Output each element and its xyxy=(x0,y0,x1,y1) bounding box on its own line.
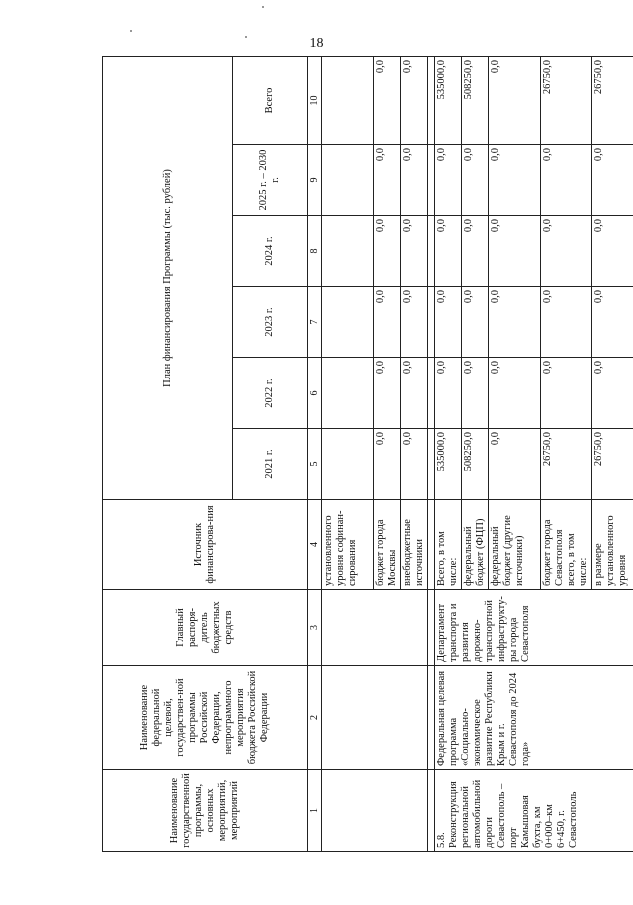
table-cell-value: 0,0 xyxy=(462,358,489,429)
table-cell-value: 0,0 xyxy=(592,358,633,429)
table-cell-value: 0,0 xyxy=(435,216,462,287)
table-cell-value: 0,0 xyxy=(489,145,541,216)
table-cell-source: бюджет города Москвы xyxy=(374,500,401,590)
table-cell-value: 0,0 xyxy=(489,429,541,500)
header-year-2021: 2021 г. xyxy=(233,429,308,500)
scan-speck xyxy=(245,36,247,38)
table-cell-value: 535000,0 xyxy=(435,429,462,500)
table-cell-value: 0,0 xyxy=(489,216,541,287)
col-number: 8 xyxy=(308,216,322,287)
table-cell-value: 0,0 xyxy=(489,56,541,144)
header-col1: Наименование государственной программы, основных мероприятий, мероприятий xyxy=(103,770,308,852)
table-cell-value: 0,0 xyxy=(374,429,401,500)
col-number: 9 xyxy=(308,145,322,216)
financing-table xyxy=(102,56,633,852)
col-number: 3 xyxy=(308,590,322,666)
table-cell-value: 0,0 xyxy=(435,358,462,429)
cont-col3 xyxy=(322,590,428,666)
table-cell-value: 26750,0 xyxy=(592,56,633,144)
cont-col1 xyxy=(322,770,428,852)
table-cell-value: 0,0 xyxy=(401,287,428,358)
table-cell-value: 0,0 xyxy=(401,145,428,216)
table-cell-value: 0,0 xyxy=(401,56,428,144)
header-year-2025-2030: 2025 г. – 2030 г. xyxy=(233,145,308,216)
table-cell-source: установленного уровня софинан-сирования xyxy=(322,500,374,590)
col-number: 5 xyxy=(308,429,322,500)
col-number: 2 xyxy=(308,666,322,770)
table-cell-source: внебюджетные источники xyxy=(401,500,428,590)
table-cell-value: 508250,0 xyxy=(462,429,489,500)
table-cell-value: 0,0 xyxy=(462,216,489,287)
table-cell-value: 508250,0 xyxy=(462,56,489,144)
table-cell-source: федеральный бюджет (другие источники) xyxy=(489,500,541,590)
table-cell-value: 0,0 xyxy=(592,216,633,287)
col-number: 7 xyxy=(308,287,322,358)
table-cell-value: 26750,0 xyxy=(592,429,633,500)
table-cell-value: 0,0 xyxy=(374,358,401,429)
table-cell-value: 0,0 xyxy=(374,287,401,358)
table-cell-value: 0,0 xyxy=(541,358,592,429)
table-cell-value: 0,0 xyxy=(489,358,541,429)
table-cell-value: 0,0 xyxy=(541,216,592,287)
header-col3: Главный распоря-дитель бюджетных средств xyxy=(103,590,308,666)
table-cell-value: 0,0 xyxy=(541,145,592,216)
table-cell-value: 0,0 xyxy=(401,358,428,429)
rotated-table-area xyxy=(102,57,628,852)
table-cell-value: 26750,0 xyxy=(541,429,592,500)
table-cell-value: 0,0 xyxy=(541,287,592,358)
table-cell-value: 0,0 xyxy=(374,145,401,216)
col-number: 10 xyxy=(308,56,322,144)
page-number: 18 xyxy=(309,36,324,51)
header-col2: Наименование федеральной целевой, государствен-ной программы Российской Федерации, непрограммного мероприятия бюджета Российской Федерации xyxy=(103,666,308,770)
item-name: 5.8. Реконструкция региональной автомобильной дороги Севастополь – порт Камышовая бухта, км 0+000–км 6+450, г. Севастополь xyxy=(435,770,633,852)
table-cell-value: 0,0 xyxy=(489,287,541,358)
item-program: Федеральная целевая программа «Социально-экономическое развитие Республики Крым и г. Севастополя до 2024 года» xyxy=(435,666,633,770)
col-number: 6 xyxy=(308,358,322,429)
header-total: Всего xyxy=(233,56,308,144)
table-cell-value: 0,0 xyxy=(374,216,401,287)
table-cell-value: 0,0 xyxy=(374,56,401,144)
table-cell-value: 535000,0 xyxy=(435,56,462,144)
cont-col2 xyxy=(322,666,428,770)
header-year-2024: 2024 г. xyxy=(233,216,308,287)
col-number: 4 xyxy=(308,500,322,590)
table-cell-value: 0,0 xyxy=(592,145,633,216)
table-cell-value: 0,0 xyxy=(401,216,428,287)
scan-speck xyxy=(262,6,264,8)
header-year-2023: 2023 г. xyxy=(233,287,308,358)
table-cell-value: 0,0 xyxy=(462,145,489,216)
header-col4: Источник финансирова-ния xyxy=(103,500,308,590)
item-manager: Департамент транспорта и развития дорожно-транспортной инфраструкту-ры города Севастополя xyxy=(435,590,633,666)
table-cell-value: 0,0 xyxy=(435,287,462,358)
table-cell-value: 0,0 xyxy=(462,287,489,358)
table-cell-value: 26750,0 xyxy=(541,56,592,144)
col-number: 1 xyxy=(308,770,322,852)
table-cell-source: бюджет города Севастополя всего, в том числе: xyxy=(541,500,592,590)
table-cell-value: 0,0 xyxy=(401,429,428,500)
header-plan: План финансирования Программы (тыс. рублей) xyxy=(103,56,233,499)
table-cell-value: 0,0 xyxy=(435,145,462,216)
header-year-2022: 2022 г. xyxy=(233,358,308,429)
table-cell-source: федеральный бюджет (ФЦП) xyxy=(462,500,489,590)
table-cell-value: 0,0 xyxy=(592,287,633,358)
table-cell-source: в размере установленного уровня xyxy=(592,500,633,590)
table-cell-source: Всего, в том числе: xyxy=(435,500,462,590)
scan-speck xyxy=(130,30,132,32)
